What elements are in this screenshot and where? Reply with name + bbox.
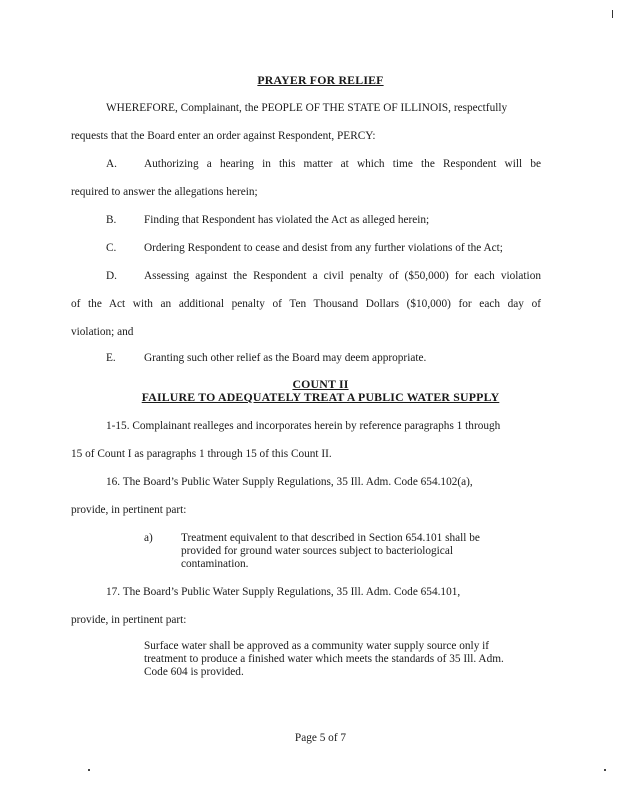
para-17-line-1: 17. The Board’s Public Water Supply Regulations, 35 Ill. Adm. Code 654.101, xyxy=(106,586,461,598)
item-d-line-3: violation; and xyxy=(71,326,134,338)
para-1-15-line-2: 15 of Count I as paragraphs 1 through 15 of this Count II. xyxy=(71,448,332,460)
count-subheading: FAILURE TO ADEQUATELY TREAT A PUBLIC WATER SUPPLY xyxy=(141,390,500,404)
item-b-label: B. xyxy=(106,214,117,226)
quote-a-label: a) xyxy=(144,532,153,544)
para-16-line-2: provide, in pertinent part: xyxy=(71,504,187,516)
item-a-line-2: required to answer the allegations herein; xyxy=(71,186,258,198)
quote-b-line-1: Surface water shall be approved as a community water supply source only if xyxy=(144,640,490,652)
item-d-line-1: Assessing against the Respondent a civil penalty of ($50,000) for each violation xyxy=(144,270,541,282)
quote-a-line-3: contamination. xyxy=(181,558,249,570)
count-heading: COUNT II xyxy=(292,377,349,391)
item-a-label: A. xyxy=(106,158,117,170)
page-number-footer: Page 5 of 7 xyxy=(294,732,347,744)
item-c-line-1: Ordering Respondent to cease and desist from any further violations of the Act; xyxy=(144,242,503,254)
item-a-line-1: Authorizing a hearing in this matter at which time the Respondent will be xyxy=(144,158,541,170)
prayer-intro-line-2: requests that the Board enter an order against Respondent, PERCY: xyxy=(71,130,376,142)
prayer-intro-line-1: WHEREFORE, Complainant, the PEOPLE OF THE STATE OF ILLINOIS, respectfully xyxy=(106,102,508,114)
item-c-label: C. xyxy=(106,242,117,254)
prayer-heading: PRAYER FOR RELIEF xyxy=(257,73,384,87)
para-1-15-line-1: 1-15. Complainant realleges and incorporates herein by reference paragraphs 1 through xyxy=(106,420,501,432)
item-d-line-2: of the Act with an additional penalty of Ten Thousand Dollars ($10,000) for each day of xyxy=(71,298,541,310)
item-e-label: E. xyxy=(106,352,116,364)
item-e-line-1: Granting such other relief as the Board may deem appropriate. xyxy=(144,352,427,364)
item-b-line-1: Finding that Respondent has violated the Act as alleged herein; xyxy=(144,214,430,226)
para-17-line-2: provide, in pertinent part: xyxy=(71,614,187,626)
quote-b-line-3: Code 604 is provided. xyxy=(144,666,244,678)
quote-b-line-2: treatment to produce a finished water which meets the standards of 35 Ill. Adm. xyxy=(144,653,504,665)
quote-a-line-1: Treatment equivalent to that described in Section 654.101 shall be xyxy=(181,532,480,544)
item-d-label: D. xyxy=(106,270,117,282)
para-16-line-1: 16. The Board’s Public Water Supply Regulations, 35 Ill. Adm. Code 654.102(a), xyxy=(106,476,473,488)
quote-a-line-2: provided for ground water sources subject to bacteriological xyxy=(181,545,453,557)
